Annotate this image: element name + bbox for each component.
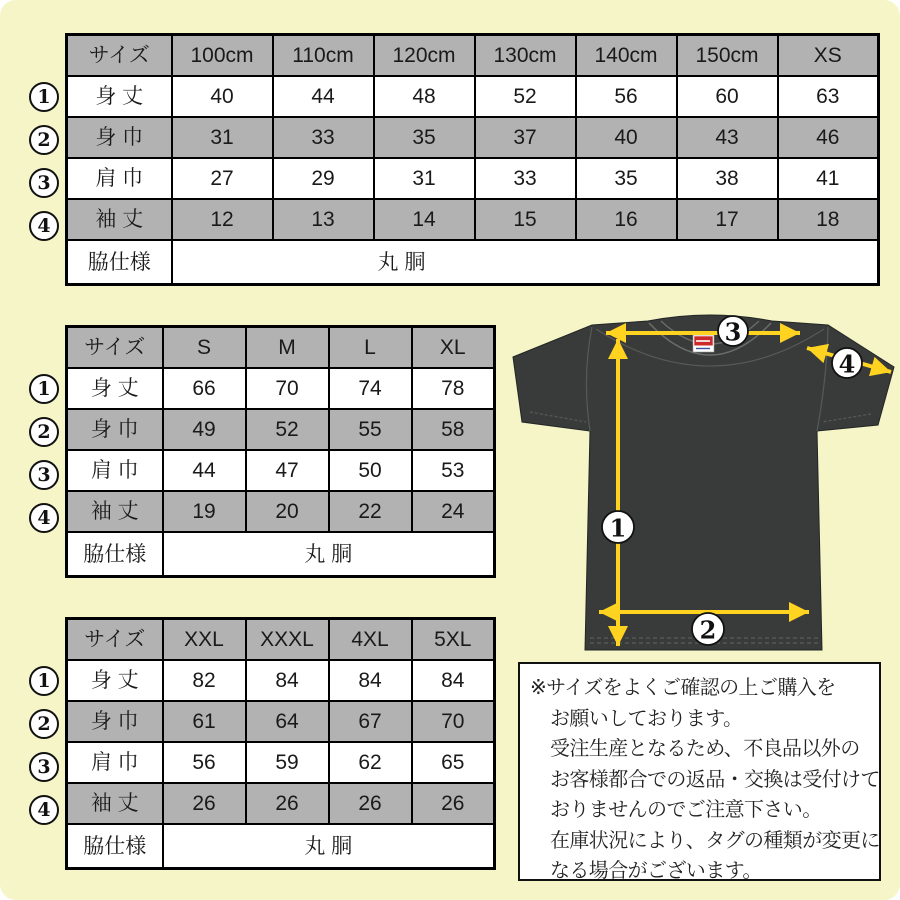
measurement-value-cell: 26: [329, 783, 412, 824]
measurement-value-cell: 14: [374, 199, 475, 240]
tshirt-measurement-diagram: [500, 305, 900, 660]
measurement-value-cell: 70: [246, 368, 329, 409]
measurement-label-cell: 肩 巾: [67, 158, 172, 199]
measurement-value-cell: 84: [246, 660, 329, 701]
measurement-label-cell: 肩 巾: [67, 450, 163, 491]
measurement-value-cell: 27: [172, 158, 273, 199]
measurement-value-cell: 40: [172, 76, 273, 117]
measurement-label-cell: 身 巾: [67, 701, 163, 742]
measurement-value-cell: 22: [329, 491, 412, 532]
measurement-value-cell: 19: [163, 491, 246, 532]
measurement-label-cell: 身 丈: [67, 368, 163, 409]
measurement-value-cell: 12: [172, 199, 273, 240]
measurement-label-cell: 身 丈: [67, 76, 172, 117]
measurement-value-cell: 17: [677, 199, 778, 240]
size-column-header: XS: [778, 35, 879, 77]
measurement-value-cell: 46: [778, 117, 879, 158]
row-number-badge: 1: [29, 82, 59, 112]
measurement-value-cell: 82: [163, 660, 246, 701]
measurement-value-cell: 15: [475, 199, 576, 240]
measurement-value-cell: 20: [246, 491, 329, 532]
measurement-value-cell: 16: [576, 199, 677, 240]
row-number-badge: 2: [29, 417, 59, 447]
notice-line: なる場合がございます。: [550, 860, 762, 882]
measurement-value-cell: 35: [576, 158, 677, 199]
measurement-value-cell: 78: [412, 368, 495, 409]
marker-number-3: 3: [724, 317, 742, 347]
measurement-label-cell: 袖 丈: [67, 783, 163, 824]
measurement-value-cell: 24: [412, 491, 495, 532]
marker-number-1: 1: [609, 513, 627, 543]
measurement-value-cell: 13: [273, 199, 374, 240]
size-column-header: M: [246, 327, 329, 369]
size-column-header: 4XL: [329, 619, 412, 661]
measurement-value-cell: 31: [172, 117, 273, 158]
size-column-header: 140cm: [576, 35, 677, 77]
notice-line: 受注生産となるため、不良品以外の: [550, 738, 860, 760]
row-number-badge: 1: [29, 666, 59, 696]
side-spec-label-cell: 脇仕様: [67, 824, 163, 869]
marker-number-2: 2: [699, 615, 717, 645]
measurement-value-cell: 56: [576, 76, 677, 117]
notice-line: お願いしております。: [550, 707, 743, 730]
measurement-value-cell: 44: [163, 450, 246, 491]
notice-line: おりませんのでご注意下さい。: [550, 799, 822, 821]
measurement-value-cell: 58: [412, 409, 495, 450]
measurement-label-cell: 肩 巾: [67, 742, 163, 783]
measurement-value-cell: 33: [273, 117, 374, 158]
tshirt-diagram-svg: [500, 305, 900, 660]
measurement-value-cell: 26: [412, 783, 495, 824]
measurement-value-cell: 84: [329, 660, 412, 701]
measurement-label-cell: 袖 丈: [67, 491, 163, 532]
measurement-value-cell: 84: [412, 660, 495, 701]
measurement-value-cell: 66: [163, 368, 246, 409]
measurement-value-cell: 49: [163, 409, 246, 450]
measurement-value-cell: 18: [778, 199, 879, 240]
size-column-header: S: [163, 327, 246, 369]
measurement-value-cell: 63: [778, 76, 879, 117]
measurement-value-cell: 31: [374, 158, 475, 199]
measurement-value-cell: 64: [246, 701, 329, 742]
size-header-cell: サイズ: [67, 35, 172, 77]
measurement-value-cell: 44: [273, 76, 374, 117]
measurement-value-cell: 41: [778, 158, 879, 199]
size-column-header: 130cm: [475, 35, 576, 77]
measurement-value-cell: 26: [163, 783, 246, 824]
side-spec-value-cell: 丸 胴: [163, 532, 495, 577]
size-column-header: 110cm: [273, 35, 374, 77]
measurement-value-cell: 47: [246, 450, 329, 491]
size-column-header: L: [329, 327, 412, 369]
kids-size-table: [65, 33, 880, 286]
measurement-value-cell: 65: [412, 742, 495, 783]
measurement-value-cell: 52: [246, 409, 329, 450]
adult-size-table: [65, 325, 496, 578]
brand-tag-icon: [693, 335, 714, 352]
measurement-value-cell: 56: [163, 742, 246, 783]
notice-line: ※サイズをよくご確認の上ご購入を: [530, 677, 836, 699]
measurement-value-cell: 29: [273, 158, 374, 199]
row-number-badge: 4: [29, 211, 59, 241]
row-number-badge: 3: [29, 460, 59, 490]
measurement-value-cell: 33: [475, 158, 576, 199]
size-column-header: 150cm: [677, 35, 778, 77]
size-header-cell: サイズ: [67, 619, 163, 661]
measurement-label-cell: 身 丈: [67, 660, 163, 701]
measurement-value-cell: 37: [475, 117, 576, 158]
measurement-value-cell: 70: [412, 701, 495, 742]
measurement-value-cell: 74: [329, 368, 412, 409]
measurement-value-cell: 38: [677, 158, 778, 199]
row-number-badge: 4: [29, 503, 59, 533]
side-spec-value-cell: 丸 胴: [163, 824, 495, 869]
marker-number-4: 4: [838, 349, 856, 379]
row-number-badge: 2: [29, 709, 59, 739]
measurement-value-cell: 55: [329, 409, 412, 450]
measurement-value-cell: 61: [163, 701, 246, 742]
measurement-value-cell: 67: [329, 701, 412, 742]
notice-line: お客様都合での返品・交換は受付けて: [550, 768, 880, 791]
measurement-value-cell: 26: [246, 783, 329, 824]
measurement-value-cell: 48: [374, 76, 475, 117]
row-number-badge: 2: [29, 125, 59, 155]
side-spec-label-cell: 脇仕様: [67, 240, 172, 285]
measurement-value-cell: 60: [677, 76, 778, 117]
measurement-value-cell: 50: [329, 450, 412, 491]
notice-line: 在庫状況により、タグの種類が変更に: [550, 829, 880, 852]
purchase-notice-box: [518, 662, 881, 881]
size-column-header: XXXL: [246, 619, 329, 661]
measurement-label-cell: 身 巾: [67, 117, 172, 158]
size-header-cell: サイズ: [67, 327, 163, 369]
measurement-label-cell: 袖 丈: [67, 199, 172, 240]
side-spec-label-cell: 脇仕様: [67, 532, 163, 577]
measurement-value-cell: 62: [329, 742, 412, 783]
size-column-header: 120cm: [374, 35, 475, 77]
size-column-header: 5XL: [412, 619, 495, 661]
size-column-header: 100cm: [172, 35, 273, 77]
measurement-value-cell: 53: [412, 450, 495, 491]
measurement-value-cell: 40: [576, 117, 677, 158]
measurement-value-cell: 35: [374, 117, 475, 158]
plus-size-table: [65, 617, 496, 870]
size-column-header: XL: [412, 327, 495, 369]
measurement-value-cell: 52: [475, 76, 576, 117]
measurement-value-cell: 43: [677, 117, 778, 158]
row-number-badge: 3: [29, 752, 59, 782]
side-spec-value-cell: 丸 胴: [172, 240, 879, 285]
row-number-badge: 4: [29, 795, 59, 825]
size-column-header: XXL: [163, 619, 246, 661]
measurement-label-cell: 身 巾: [67, 409, 163, 450]
measurement-value-cell: 59: [246, 742, 329, 783]
row-number-badge: 1: [29, 374, 59, 404]
row-number-badge: 3: [29, 168, 59, 198]
